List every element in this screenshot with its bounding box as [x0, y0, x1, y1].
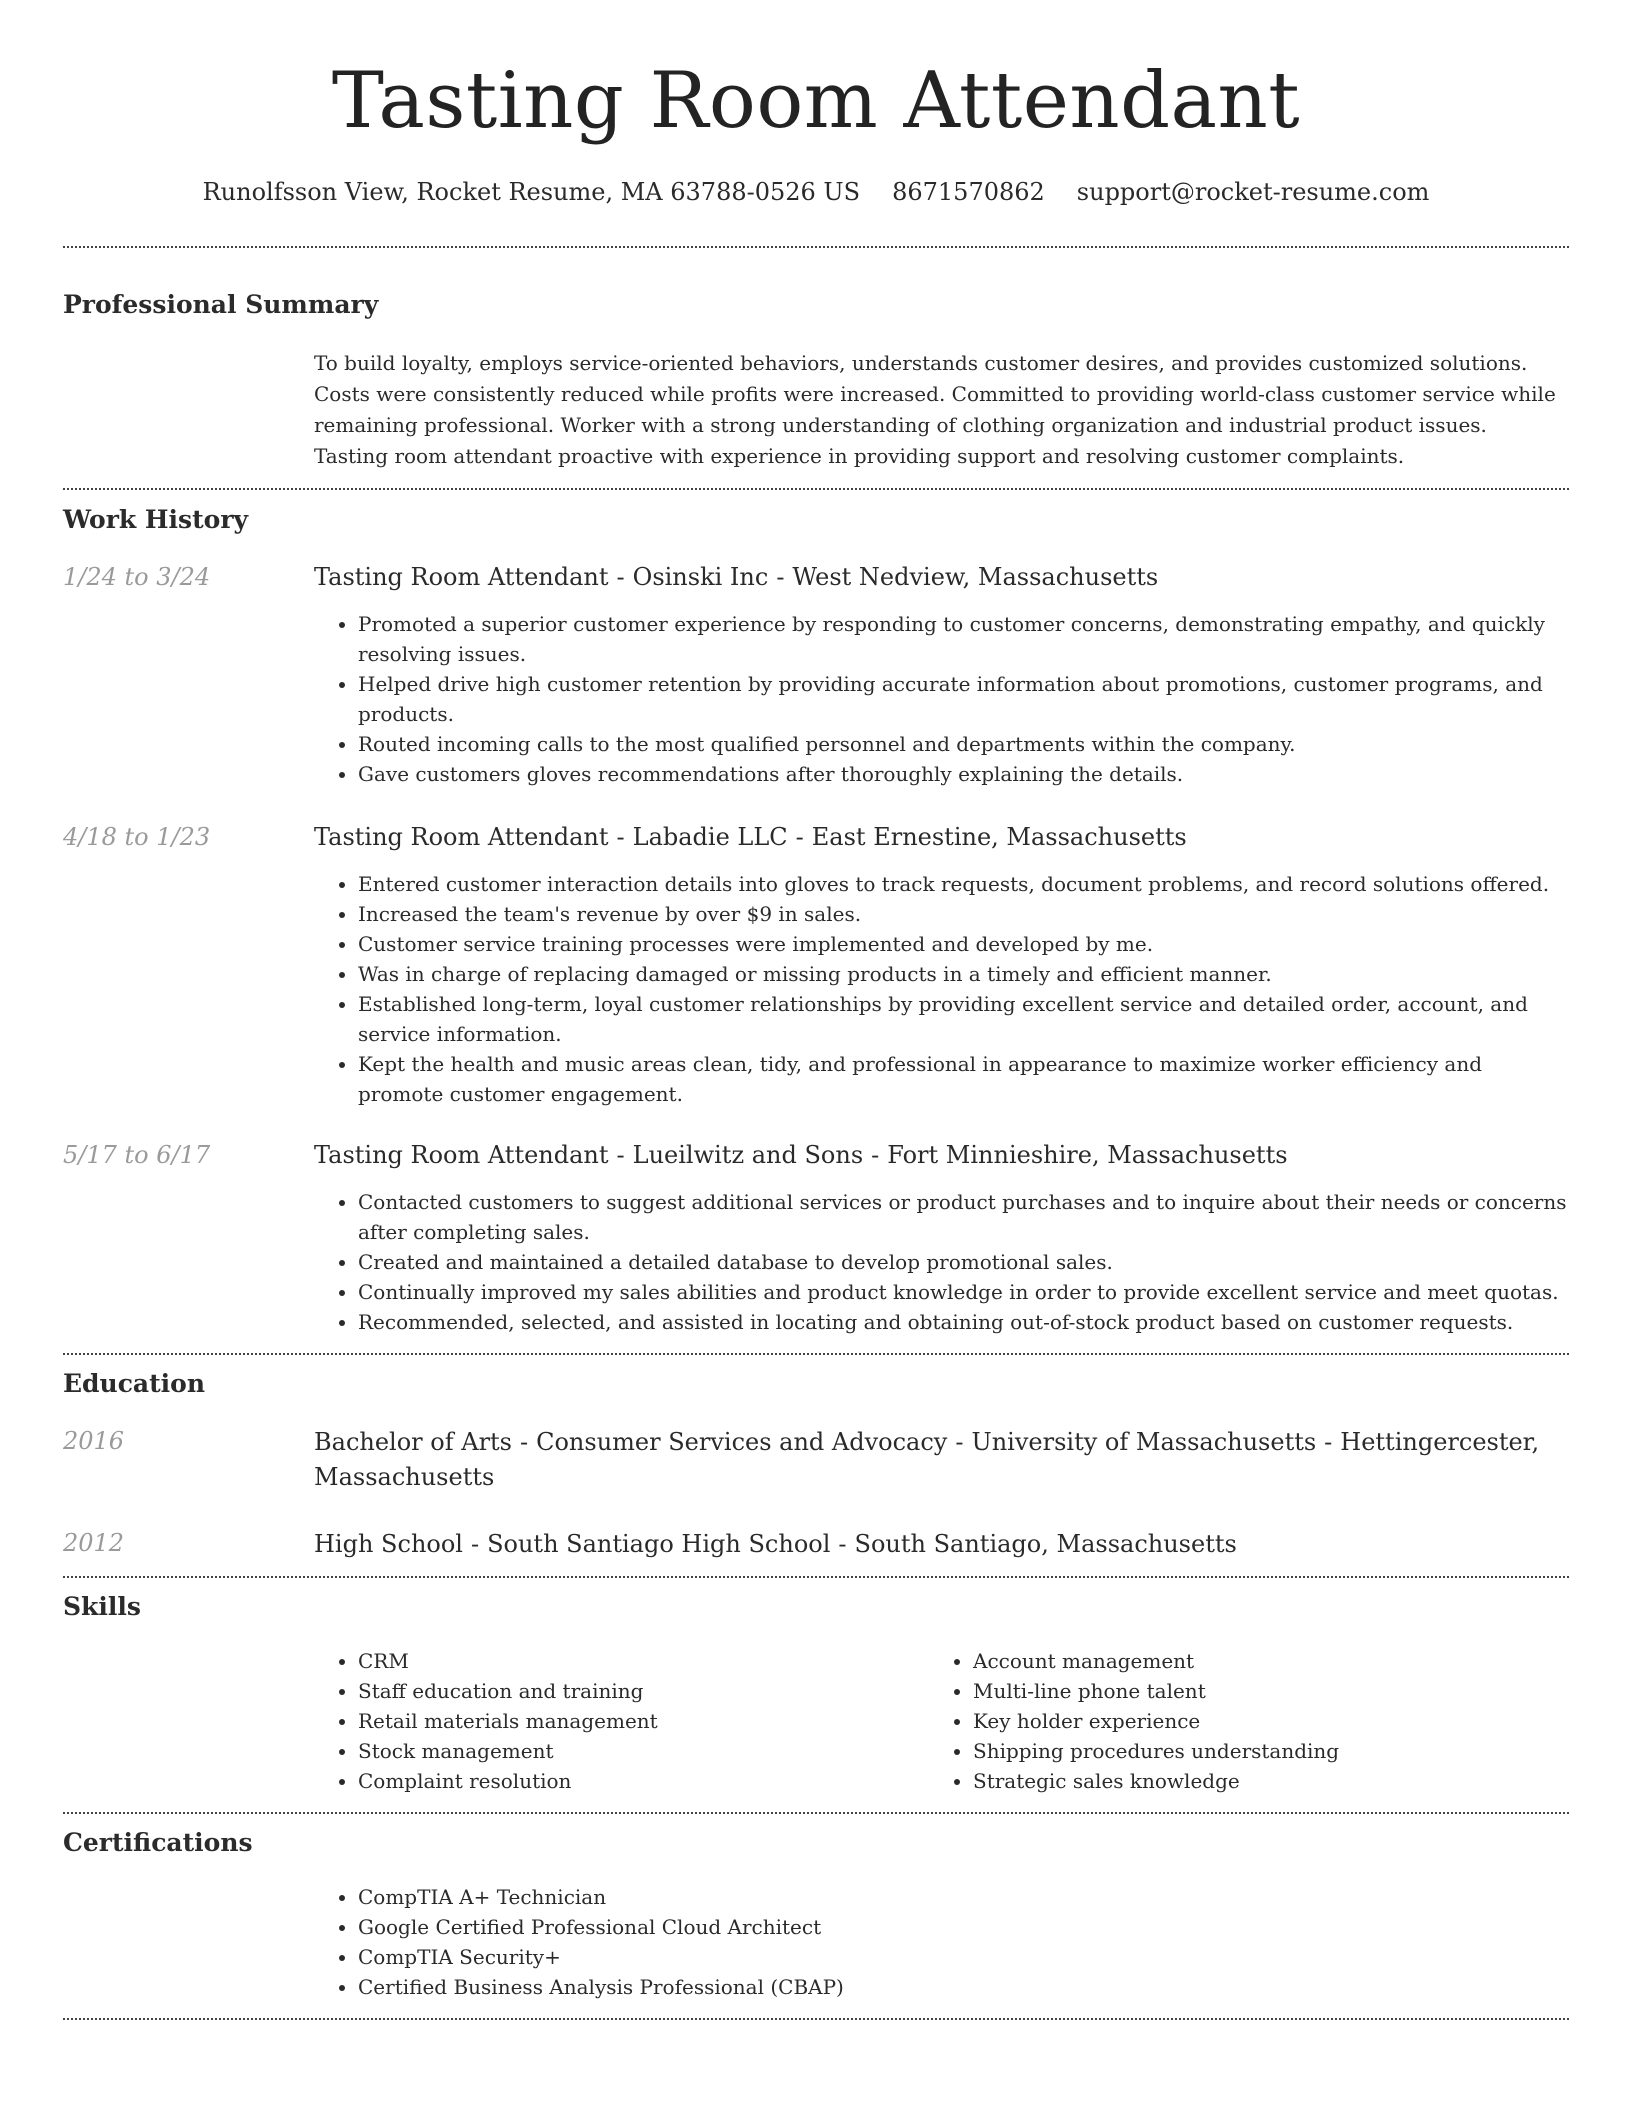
job-location: Fort Minnieshire, Massachusetts [887, 1141, 1288, 1169]
work-entry [63, 1139, 1569, 1337]
work-entry-title [314, 821, 1569, 853]
list-item: • Contacted customers to suggest additional services or product purchases and to inquire about their needs or concerns after completing sales. [358, 1187, 1569, 1247]
separator: - [1324, 1428, 1333, 1456]
job-role: Tasting Room Attendant [314, 1141, 609, 1169]
list-item: • Created and maintained a detailed database to develop promotional sales. [358, 1247, 1569, 1277]
separator: - [795, 823, 804, 851]
skills-column-right [929, 1646, 1544, 1796]
certifications-list [314, 1882, 1569, 2002]
list-item: • Kept the health and music areas clean, tidy, and professional in appearance to maximize worker efficiency and promote customer engagement. [358, 1049, 1569, 1109]
school-name: University of Massachusetts [971, 1428, 1317, 1456]
separator: - [776, 563, 785, 591]
list-item: • CompTIA Security+ [358, 1942, 1569, 1972]
list-item: • Retail materials management [358, 1706, 929, 1736]
work-entry-bullets [314, 609, 1569, 789]
list-item: • CompTIA A+ Technician [358, 1882, 1569, 1912]
list-item: • Key holder experience [973, 1706, 1544, 1736]
job-company: Labadie LLC [632, 823, 788, 851]
education-entry-date: 2012 [63, 1529, 125, 1557]
education-entry-body [314, 1425, 1569, 1495]
skills-heading: Skills [63, 1592, 141, 1621]
list-item: • Continually improved my sales abilities and product knowledge in order to provide excellent service and meet quotas. [358, 1277, 1569, 1307]
list-item: • Customer service training processes were implemented and developed by me. [358, 929, 1569, 959]
work-entry-date: 1/24 to 3/24 [63, 563, 211, 591]
contact-email: support@rocket-resume.com [1076, 178, 1430, 206]
school-location: South Santiago, Massachusetts [854, 1530, 1237, 1558]
list-item: • Helped drive high customer retention by providing accurate information about promotions, customer programs, and products. [358, 669, 1569, 729]
list-item: • Routed incoming calls to the most qualified personnel and departments within the company. [358, 729, 1569, 759]
contact-phone: 8671570862 [892, 178, 1045, 206]
section-divider [63, 246, 1569, 248]
list-item: • Shipping procedures understanding [973, 1736, 1544, 1766]
education-entry-title [314, 1527, 1569, 1562]
list-item: • Staff education and training [358, 1676, 929, 1706]
separator: - [871, 1141, 880, 1169]
section-divider [63, 1353, 1569, 1355]
section-divider [63, 1576, 1569, 1578]
work-entry-bullets [314, 869, 1569, 1109]
work-entry [63, 561, 1569, 789]
education-entry [63, 1425, 1569, 1495]
education-entry-date: 2016 [63, 1427, 125, 1455]
school-location: Hettingercester, Massachusetts [314, 1428, 1540, 1491]
candidate-name: Tasting Room Attendant [331, 56, 1301, 146]
list-item: • Account management [973, 1646, 1544, 1676]
summary-heading: Professional Summary [63, 290, 379, 319]
job-company: Lueilwitz and Sons [632, 1141, 864, 1169]
job-location: West Nedview, Massachusetts [792, 563, 1159, 591]
section-divider [63, 2018, 1569, 2020]
section-divider [63, 1812, 1569, 1814]
skills-column-left [314, 1646, 929, 1796]
work-entry-title [314, 1139, 1569, 1171]
list-item: • Multi-line phone talent [973, 1676, 1544, 1706]
list-item: • Promoted a superior customer experience by responding to customer concerns, demonstrating empathy, and quickly resolving issues. [358, 609, 1569, 669]
degree: High School [314, 1530, 463, 1558]
list-item: • Google Certified Professional Cloud Architect [358, 1912, 1569, 1942]
work-entry [63, 821, 1569, 1109]
education-entry-body [314, 1527, 1569, 1562]
separator: - [838, 1530, 847, 1558]
section-divider [63, 488, 1569, 490]
work-history-heading: Work History [63, 505, 249, 534]
list-item: • Established long-term, loyal customer relationships by providing excellent service and detailed order, account, and service information. [358, 989, 1569, 1049]
separator: - [520, 1428, 529, 1456]
job-role: Tasting Room Attendant [314, 823, 609, 851]
work-entry-body [314, 821, 1569, 1109]
list-item: • Strategic sales knowledge [973, 1766, 1544, 1796]
school-name: South Santiago High School [487, 1530, 831, 1558]
job-role: Tasting Room Attendant [314, 563, 609, 591]
list-item: • Complaint resolution [358, 1766, 929, 1796]
separator: - [470, 1530, 480, 1558]
separator: - [616, 1141, 625, 1169]
field-of-study: Consumer Services and Advocacy [536, 1428, 948, 1456]
contact-address: Runolfsson View, Rocket Resume, MA 63788-0526 US [202, 178, 861, 206]
education-entry-title [314, 1425, 1569, 1495]
job-company: Osinski Inc [632, 563, 769, 591]
list-item: • Recommended, selected, and assisted in locating and obtaining out-of-stock product based on customer requests. [358, 1307, 1569, 1337]
list-item: • Stock management [358, 1736, 929, 1766]
work-entry-bullets [314, 1187, 1569, 1337]
work-entry-title [314, 561, 1569, 593]
job-location: East Ernestine, Massachusetts [811, 823, 1187, 851]
separator: - [616, 823, 625, 851]
separator: - [616, 563, 625, 591]
degree: Bachelor of Arts [314, 1428, 512, 1456]
list-item: • Was in charge of replacing damaged or missing products in a timely and efficient manner. [358, 959, 1569, 989]
work-entry-date: 5/17 to 6/17 [63, 1141, 211, 1169]
list-item: • CRM [358, 1646, 929, 1676]
skills-grid [314, 1646, 1569, 1796]
summary-text: To build loyalty, employs service-oriented behaviors, understands customer desires, and provides customized solutions. Costs were consistently reduced while profits were increased. Committed to providing world-class customer service while remaining professional. Worker with a strong understanding of clothing organization and industrial product issues. Tasting room attendant proactive with experience in providing support and resolving customer complaints. [314, 351, 1556, 468]
contact-info [63, 178, 1569, 206]
education-heading: Education [63, 1369, 206, 1398]
list-item: • Certified Business Analysis Professional (CBAP) [358, 1972, 1569, 2002]
list-item: • Gave customers gloves recommendations after thoroughly explaining the details. [358, 759, 1569, 789]
work-entry-date: 4/18 to 1/23 [63, 823, 211, 851]
work-entry-body [314, 1139, 1569, 1337]
list-item: • Entered customer interaction details into gloves to track requests, document problems, and record solutions offered. [358, 869, 1569, 899]
list-item: • Increased the team's revenue by over $9 in sales. [358, 899, 1569, 929]
certifications-heading: Certifications [63, 1828, 253, 1857]
separator: - [955, 1428, 964, 1456]
education-entry [63, 1527, 1569, 1562]
work-entry-body [314, 561, 1569, 789]
